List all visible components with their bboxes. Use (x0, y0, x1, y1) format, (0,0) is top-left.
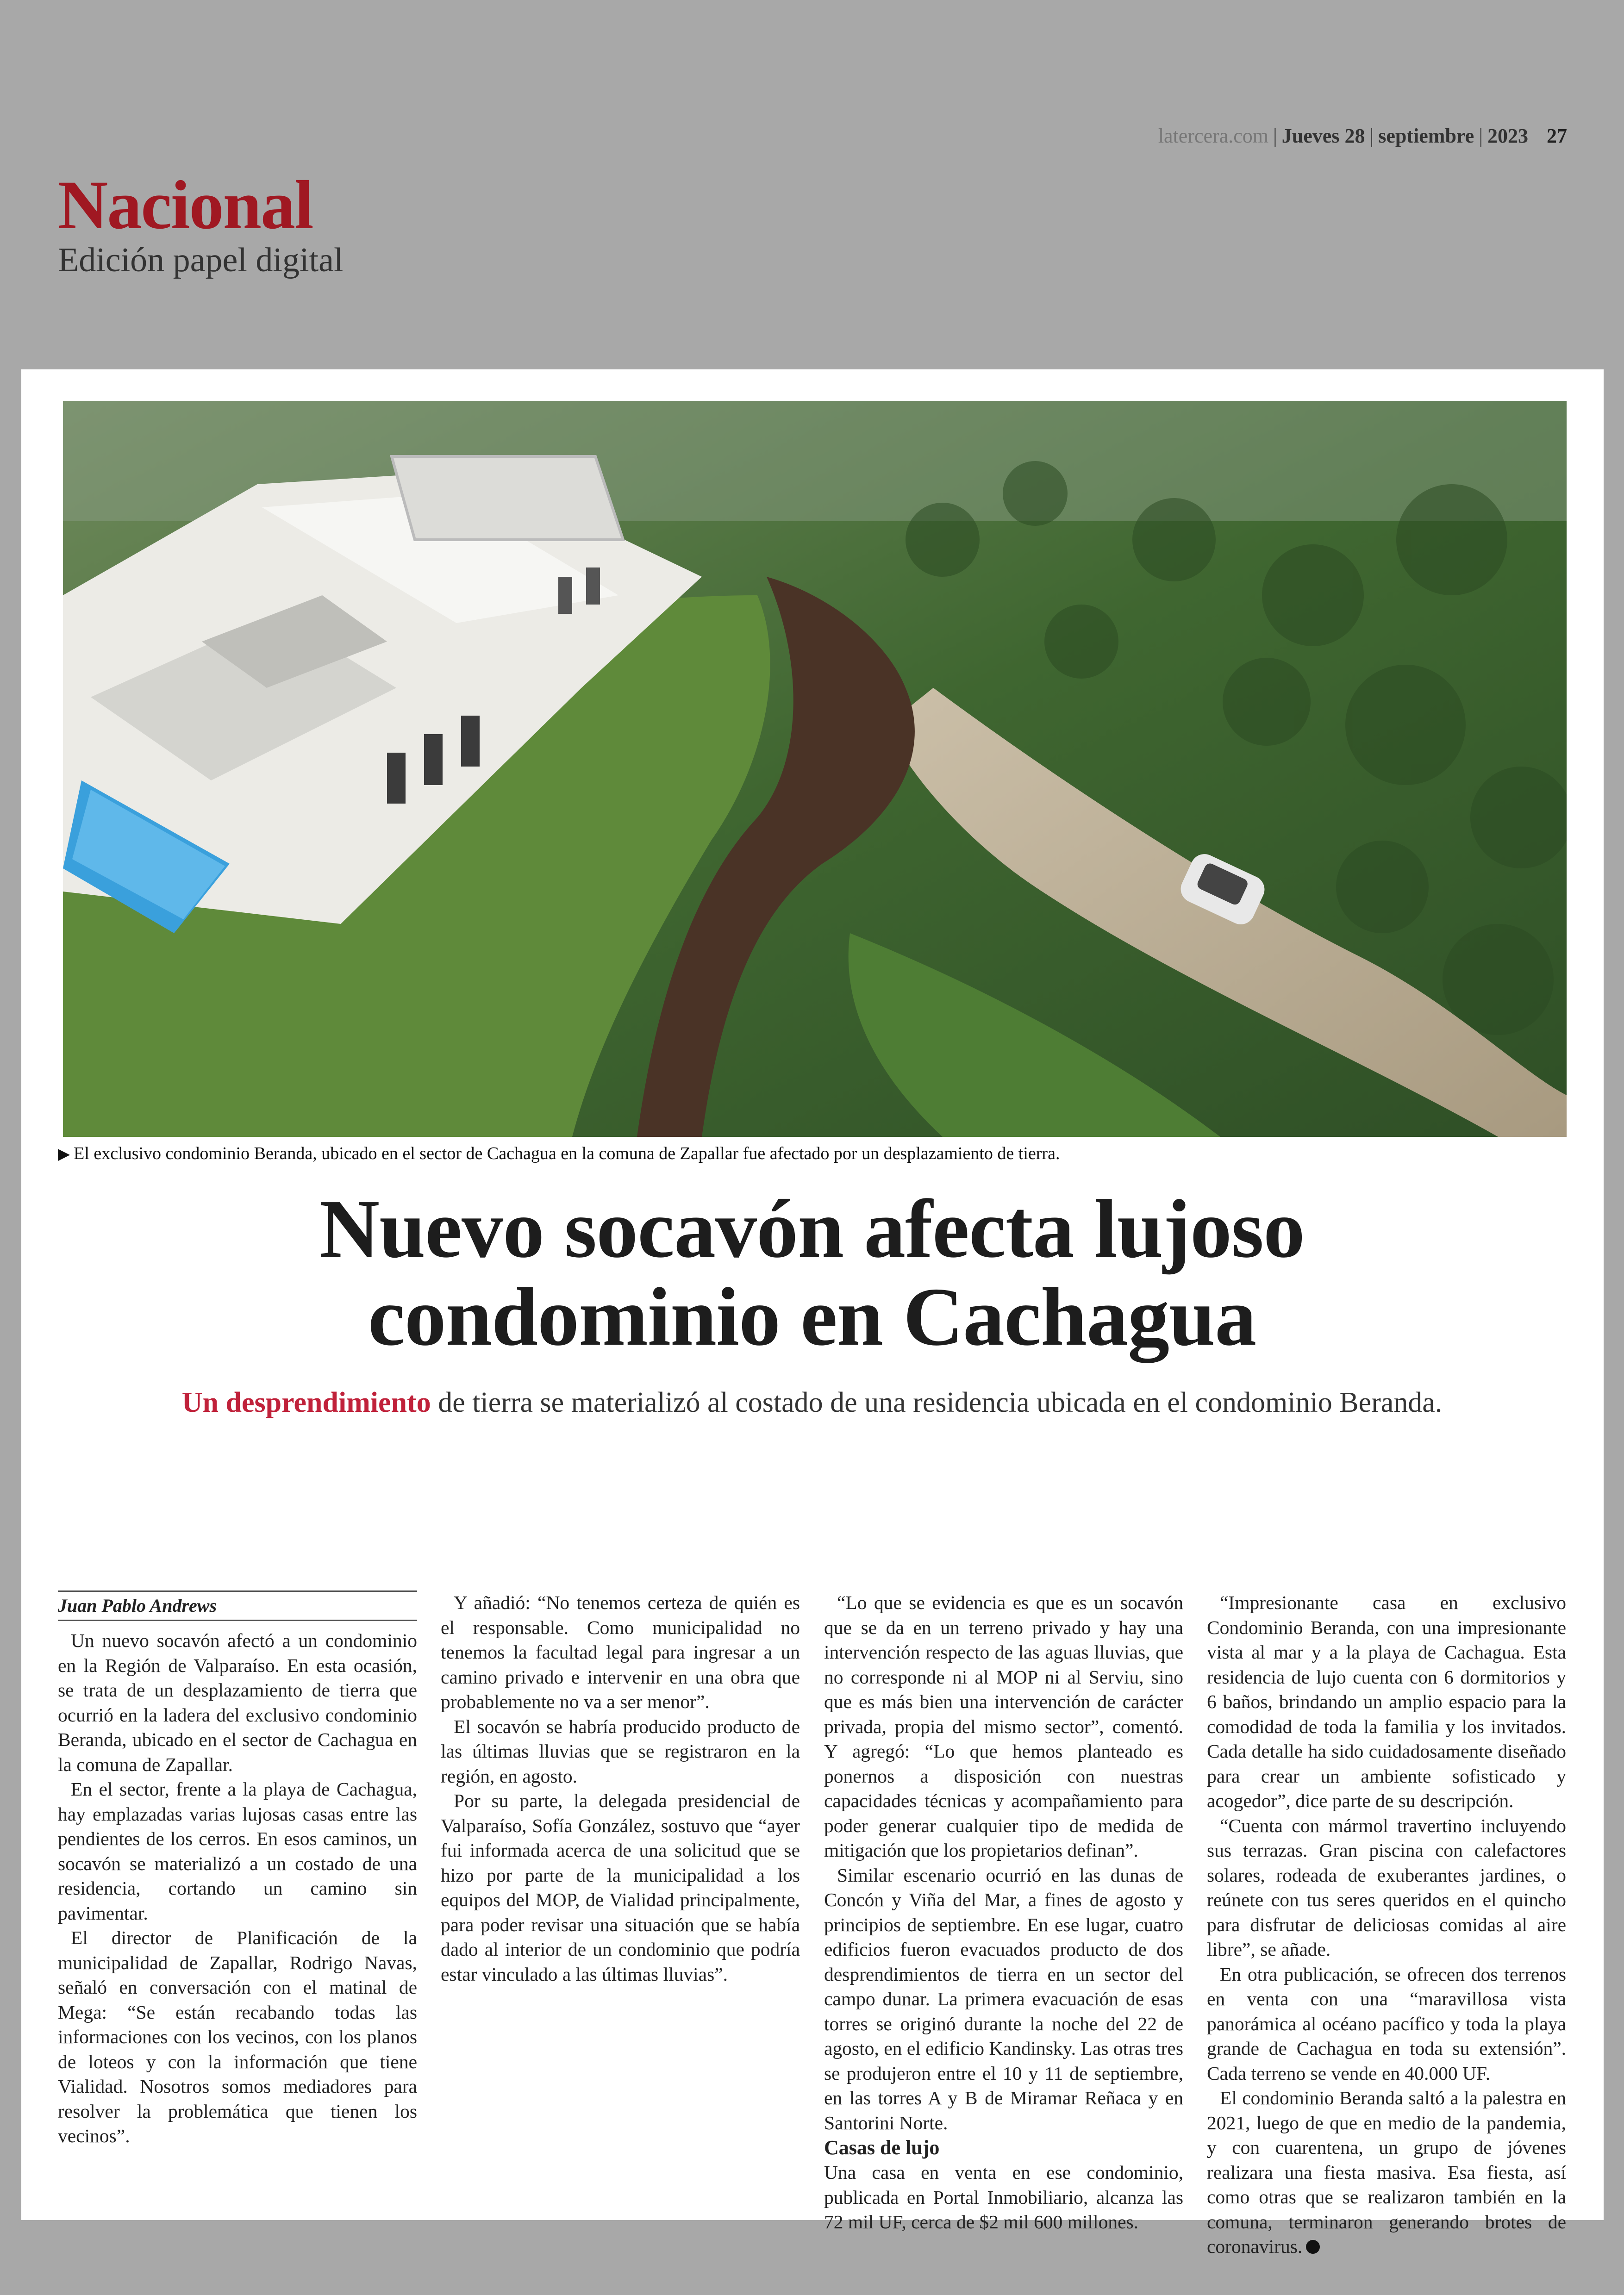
paragraph: El director de Planificación de la municipalidad de Zapallar, Rodrigo Navas, señaló en conversación con el matinal de Mega: “Se están recabando todas las informaciones con los vecinos, con los planos de loteos y con la información que tiene Vialidad. Nosotros somos mediadores para resolver la problemática que tienen los vecinos”. (58, 1927, 417, 2146)
paragraph: “Lo que se evidencia es que es un socavón que se da en un terreno privado y hay una intervención respecto de las aguas lluvias, que no corresponde ni al MOP ni al Serviu, sino que es más bien una intervención de carácter privada, propia del mismo sector”, comentó. Y agregó: “Lo que hemos planteado es ponernos a disposición con nuestras capacidades técnicas y acompañamiento para poder generar cualquier tipo de medida de mitigación que los propietarios definan”. (824, 1592, 1183, 1861)
paragraph: “Impresionante casa en exclusivo Condominio Beranda, con una impresionante vista al mar y a la playa de Cachagua. Esta residencia de lujo cuenta con 6 dormitorios y 6 baños, brindando un amplio espacio para la comodidad de toda la familia y los invitados. Cada detalle ha sido cuidadosamente diseñado para crear un ambiente sofisticado y acogedor”, dice parte de su descripción. (1207, 1592, 1566, 1811)
paragraph: Similar escenario ocurrió en las dunas de Concón y Viña del Mar, a fines de agosto y principios de septiembre. En ese lugar, cuatro edificios fueron evacuados producto de dos desprendimientos de tierra en un sector del campo dunar. La primera evacuación de esas torres se originó durante la noche del 22 de agosto, en el edificio Kandinsky. Las otras tres se produjeron entre el 10 y 11 de septiembre, en las torres A y B de Miramar Reñaca y en Santorini Norte. (824, 1864, 1183, 2133)
paragraph: El condominio Beranda saltó a la palestra en 2021, luego de que en medio de la pandemia, y con cuarentena, un grupo de jóvenes realizara una fiesta masiva. Esa fiesta, así como otras que se realizaron también en la comuna, terminaron generando brotes de coronavirus. (1207, 2087, 1566, 2257)
paragraph: “Cuenta con mármol travertino incluyendo sus terrazas. Gran piscina con calefactores solares, rodeada de exuberantes jardines, o reúnete con tus seres queridos en el quincho para disfrutar de deliciosas comidas al aire libre”, se añade. (1207, 1815, 1566, 1960)
paragraph: Y añadió: “No tenemos certeza de quién es el responsable. Como municipalidad no tenemos la facultad legal para ingresar a un camino privado e intervenir en una obra que probablemente no va a ser menor”. (441, 1592, 800, 1712)
photo-caption: ▶ El exclusivo condominio Beranda, ubicado en el sector de Cachagua en la comuna de Zapallar fue afectado por un desplazamiento de tierra. (58, 1144, 1060, 1163)
section-title: Nacional (58, 167, 313, 243)
subhead: Casas de lujo (824, 2136, 940, 2159)
header-meta: latercera.com | Jueves 28 | septiembre | 2023 27 (1158, 125, 1567, 147)
column-2 (441, 1590, 800, 1987)
issue-day: Jueves 28 (1281, 125, 1365, 147)
page-number: 27 (1547, 125, 1567, 147)
issue-year: 2023 (1487, 125, 1528, 147)
byline: Juan Pablo Andrews (58, 1590, 417, 1621)
paragraph: En otra publicación, se ofrecen dos terrenos en venta con una “maravillosa vista panorámica al océano pacífico y toda la playa grande de Cachagua en toda su extensión”. Cada terreno se vende en 40.000 UF. (1207, 1963, 1566, 2084)
aerial-photo (63, 401, 1567, 1137)
paragraph: Una casa en venta en ese condominio, publicada en Portal Inmobiliario, alcanza las 72 mil UF, cerca de $2 mil 600 millones. (824, 2162, 1183, 2233)
paragraph: Por su parte, la delegada presidencial de Valparaíso, Sofía González, sostuvo que “ayer fui informada acerca de una solicitud que se hizo por parte de la municipalidad a los equipos del MOP, de Vialidad principalmente, para poder revisar una situación que se había dado al interior de un condominio que podría estar vinculado a las últimas lluvias”. (441, 1790, 800, 1985)
headline-line-1: Nuevo socavón afecta lujoso (319, 1183, 1305, 1275)
headline-line-2: condominio en Cachagua (368, 1271, 1256, 1363)
column-1 (58, 1590, 417, 2149)
column-4 (1207, 1590, 1566, 2259)
site-name: latercera.com (1158, 125, 1268, 147)
deck (93, 1386, 1531, 1419)
paragraph: El socavón se habría producido producto de las últimas lluvias que se registraron en la región, en agosto. (441, 1715, 800, 1787)
issue-month: septiembre (1378, 125, 1474, 147)
headline (93, 1185, 1531, 1361)
deck-highlight: Un desprendimiento (181, 1387, 431, 1418)
column-3 (824, 1590, 1183, 2235)
end-mark-icon (1306, 2240, 1320, 2254)
paragraph: Un nuevo socavón afectó a un condominio en la Región de Valparaíso. En esta ocasión, se trata de un desplazamiento de tierra que ocurrió en la ladera del exclusivo condominio Beranda, ubicado en el sector de Cachagua en la comuna de Zapallar. (58, 1630, 417, 1775)
paragraph: En el sector, frente a la playa de Cachagua, hay emplazadas varias lujosas casas entre las pendientes de los cerros. En esos caminos, un socavón se materializó a un costado de una residencia, cortando un camino sin pavimentar. (58, 1778, 417, 1924)
deck-text: de tierra se materializó al costado de una residencia ubicada en el condominio Beranda. (431, 1387, 1443, 1418)
edition-label: Edición papel digital (58, 241, 344, 279)
